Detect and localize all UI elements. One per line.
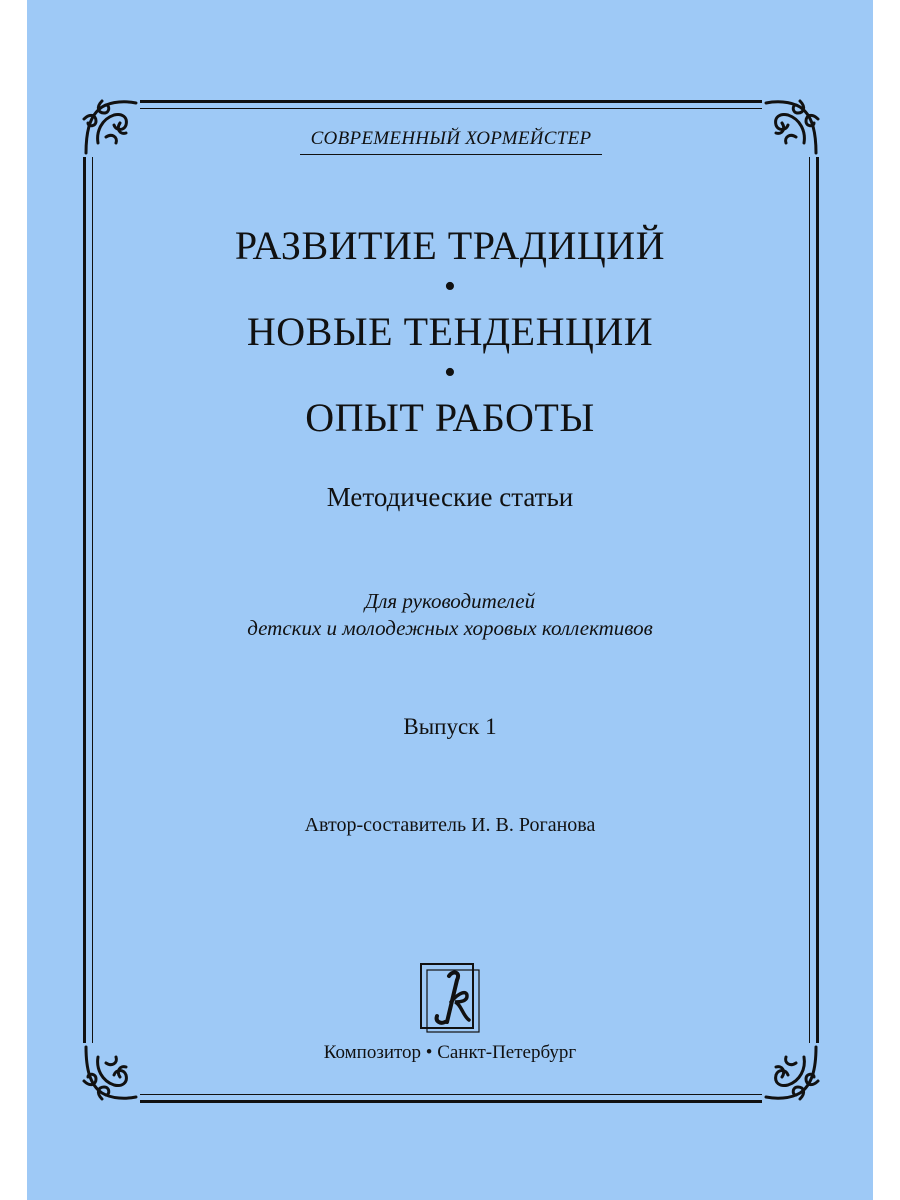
title-separator-1: • <box>444 268 456 305</box>
kompozitor-k-logo-icon <box>419 962 481 1034</box>
series-name: СОВРЕМЕННЫЙ ХОРМЕЙСТЕР <box>300 128 602 155</box>
publisher-line: Композитор • Санкт-Петербург <box>323 1042 577 1063</box>
issue-number: Выпуск 1 <box>403 714 497 739</box>
title-line-3: ОПЫТ РАБОТЫ <box>305 395 595 440</box>
title-separator-2: • <box>444 354 456 391</box>
corner-ornament-icon <box>762 93 826 157</box>
corner-ornament-icon <box>76 93 140 157</box>
subtitle: Методические статьи <box>326 482 574 512</box>
audience-line-1: Для руководителей <box>364 589 536 613</box>
audience-line-2: детских и молодежных хоровых коллективов <box>247 616 653 640</box>
title-line-2: НОВЫЕ ТЕНДЕНЦИИ <box>246 309 654 354</box>
author-credit: Автор-составитель И. В. Роганова <box>304 814 596 836</box>
title-line-1: РАЗВИТИЕ ТРАДИЦИЙ <box>234 223 666 268</box>
